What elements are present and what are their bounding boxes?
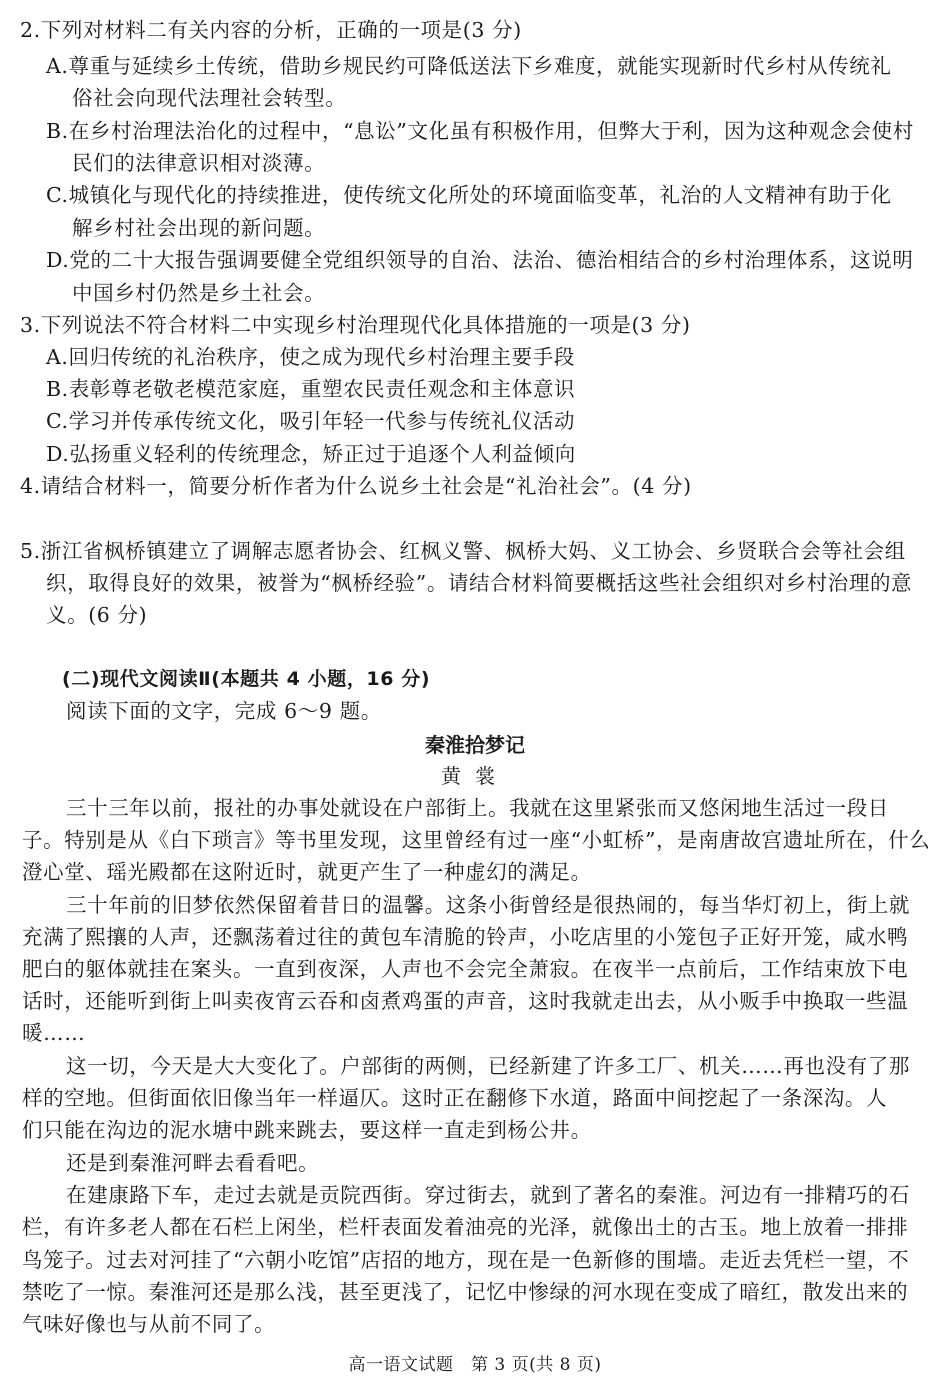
para1-line3: 澄心堂、瑶光殿都在这附近时，就更产生了一种虚幻的满足。 <box>22 860 592 884</box>
q5-line2: 织，取得良好的效果，被誉为“枫桥经验”。请结合材料简要概括这些社会组织对乡村治理的意 <box>46 571 913 595</box>
page-footer: 高一语文试题 第 3 页(共 8 页) <box>348 1355 602 1375</box>
para2-line1: 三十年前的旧梦依然保留着昔日的温馨。这条小街曾经是很热闹的，每当华灯初上，街上就 <box>66 893 910 917</box>
para2-line5: 暖…… <box>22 1021 86 1045</box>
q2-option-c-line2: 解乡村社会出现的新问题。 <box>72 216 326 240</box>
para2-line4: 话时，还能听到街上叫卖夜宵云吞和卤煮鸡蛋的声音，这时我就走出去，从小贩手中换取一些温 <box>22 989 909 1013</box>
q2-option-b-line2: 民们的法律意识相对淡薄。 <box>72 151 326 175</box>
article-author: 黄裳 <box>441 764 509 788</box>
para5-line5: 气味好像也与从前不同了。 <box>22 1312 276 1336</box>
q3-option-c: C.学习并传承传统文化，吸引年轻一代参与传统礼仪活动 <box>46 409 576 433</box>
para5-line4: 禁吃了一惊。秦淮河还是那么浅，甚至更浅了，记忆中惨绿的河水现在变成了暗红，散发出来的 <box>22 1280 909 1304</box>
q3-option-a: A.回归传统的礼治秩序，使之成为现代乡村治理主要手段 <box>46 345 575 369</box>
q4-stem: 4.请结合材料一，简要分析作者为什么说乡土社会是“礼治社会”。(4 分) <box>20 474 692 498</box>
q2-option-b-line1: B.在乡村治理法治化的过程中，“息讼”文化虽有积极作用，但弊大于利，因为这种观念会使村 <box>46 119 914 143</box>
q2-option-d-line1: D.党的二十大报告强调要健全党组织领导的自治、法治、德治相结合的乡村治理体系，这说明 <box>46 248 914 272</box>
q5-line3: 义。(6 分) <box>46 603 148 627</box>
para3-line2: 样的空地。但街面依旧像当年一样逼仄。这时正在翻修下水道，路面中间挖起了一条深沟。人 <box>22 1086 888 1110</box>
para4-line1: 还是到秦淮河畔去看看吧。 <box>66 1151 320 1175</box>
para1-line2: 子。特别是从《白下琐言》等书里发现，这里曾经有过一座“小虹桥”，是南唐故宫遗址所在，什么 <box>22 828 931 852</box>
para3-line3: 们只能在沟边的泥水塘中跳来跳去，要这样一直走到杨公井。 <box>22 1118 592 1142</box>
q3-option-b: B.表彰尊老敬老模范家庭，重塑农民责任观念和主体意识 <box>46 377 576 401</box>
article-title: 秦淮拾梦记 <box>425 733 525 757</box>
q2-option-a-line2: 俗社会向现代法理社会转型。 <box>72 86 347 110</box>
para5-line2: 栏，有许多老人都在石栏上闲坐，栏杆表面发着油亮的光泽，就像出土的古玉。地上放着一排排 <box>22 1215 909 1239</box>
para5-line1: 在建康路下车，走过去就是贡院西街。穿过街去，就到了著名的秦淮。河边有一排精巧的石 <box>66 1183 910 1207</box>
para1-line1: 三十三年以前，报社的办事处就设在户部街上。我就在这里紧张而又悠闲地生活过一段日 <box>66 796 889 820</box>
q2-option-d-line2: 中国乡村仍然是乡土社会。 <box>72 281 326 305</box>
q2-option-a-line1: A.尊重与延续乡土传统，借助乡规民约可降低送法下乡难度，就能实现新时代乡村从传统礼 <box>46 54 892 78</box>
q5-line1: 5.浙江省枫桥镇建立了调解志愿者协会、红枫义警、枫桥大妈、义工协会、乡贤联合会等社会组 <box>20 539 906 563</box>
q3-option-d: D.弘扬重义轻利的传统理念，矫正过于追逐个人利益倾向 <box>46 442 576 466</box>
section-heading: (二)现代文阅读Ⅱ(本题共 4 小题，16 分) <box>62 668 431 690</box>
q2-stem: 2.下列对材料二有关内容的分析，正确的一项是(3 分) <box>20 18 522 42</box>
para3-line1: 这一切，今天是大大变化了。户部街的两侧，已经新建了许多工厂、机关……再也没有了那 <box>66 1054 910 1078</box>
q2-option-c-line1: C.城镇化与现代化的持续推进，使传统文化所处的环境面临变革，礼治的人文精神有助于化 <box>46 183 892 207</box>
para2-line3: 肥白的躯体就挂在案头。一直到夜深，人声也不会完全萧寂。在夜半一点前后，工作结束放下电 <box>22 957 909 981</box>
q3-stem: 3.下列说法不符合材料二中实现乡村治理现代化具体措施的一项是(3 分) <box>20 313 691 337</box>
para2-line2: 充满了熙攘的人声，还飘荡着过往的黄包车清脆的铃声，小吃店里的小笼包子正好开笼，咸水鸭 <box>22 925 909 949</box>
para5-line3: 鸟笼子。过去对河挂了“六朝小吃馆”店招的地方，现在是一色新修的围墙。走近去凭栏一望，不 <box>22 1248 910 1272</box>
section-instruction: 阅读下面的文字，完成 6～9 题。 <box>66 699 382 723</box>
